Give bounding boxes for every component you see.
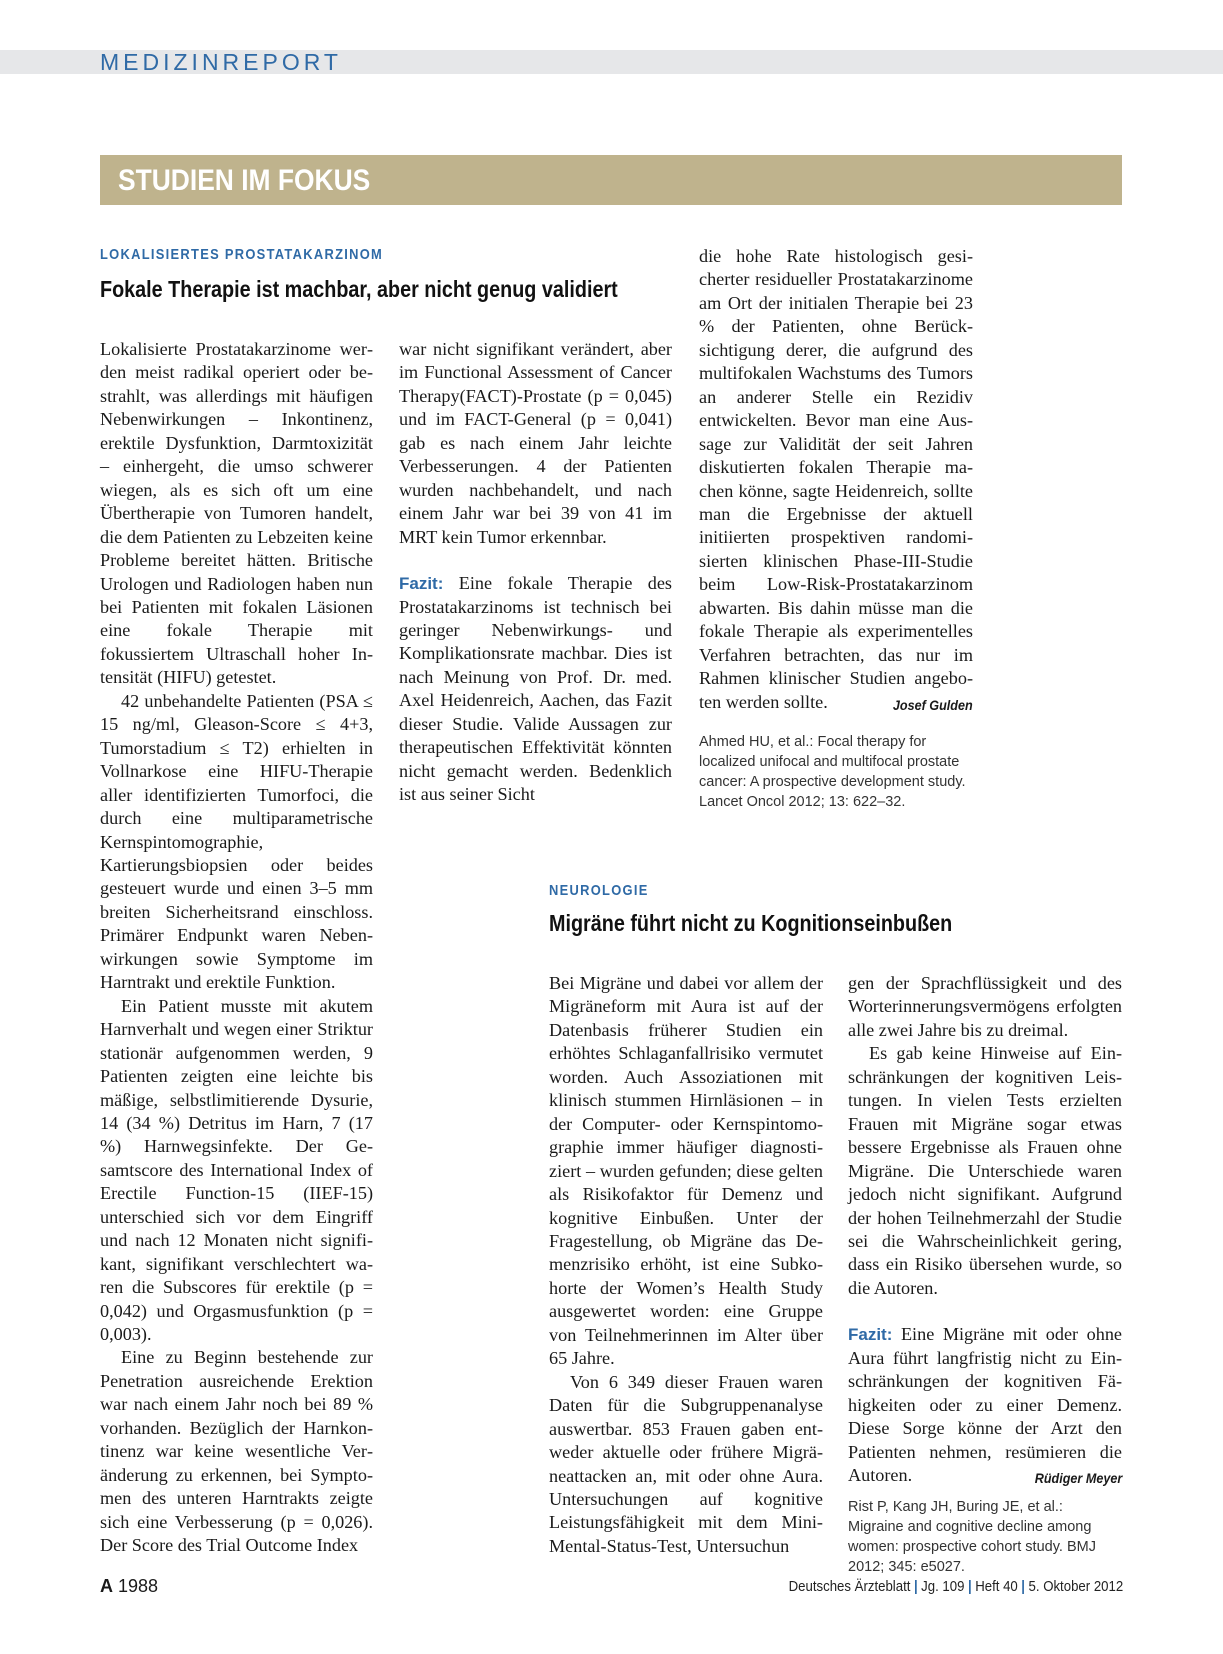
page-number bbox=[100, 1575, 158, 1597]
paragraph-text: die hohe Rate histologisch gesicherter residueller Prostatakarzinome am Ort der initialen Therapie bei 23 % der Patienten, ohne Berücksichtigung derer, die aufgrund des multifokalen Wachstums des Tumors an anderer Stelle ein Rezidiv entwickelten. Bevor man eine Aussage zur Validität der seit Jahren diskutierten fokalen Therapie machen könne, sagte Heidenreich, sollte man die Ergebnisse der aktuell initiierten prospektiven randomisierten klinischen Phase-III-Studie beim Low-Risk-Prostatakarzinom abwarten. Bis dahin müsse man die fokale Therapie als experimentelles Verfahren betrachten, das nur im Rahmen klinischer Studien angeboten werden sollte. bbox=[699, 246, 973, 712]
journal-volume: Jg. 109 bbox=[920, 1578, 965, 1595]
article1-column-1 bbox=[100, 338, 373, 1558]
fazit-text: Eine Migräne mit oder ohne Aura führt langfristig nicht zu Einschränkungen der kognitiven Fähigkeiten oder zu einer Demenz. Diese Sorge könne der Arzt den Patienten nehmen, resümieren die Autoren. bbox=[848, 1324, 1122, 1486]
article1-column-2 bbox=[399, 338, 672, 807]
paragraph: Von 6 349 dieser Frauen waren Daten für die Subgruppenanalyse auswertbar. 853 Frauen gaben entweder aktuelle oder frühere Migräneattacken an, mit oder ohne Aura. Untersuchungen auf kognitive Leistungsfähigkeit mit dem Mini-Mental-Status-Test, Untersuchun bbox=[549, 1371, 823, 1556]
paragraph: Eine zu Beginn bestehende zur Penetration ausreichende Erektion war nach einem Jahr noch bei 89 % vorhanden. Bezüglich der Harnkontinenz war keine wesentliche Veränderung zu erkennen, bei Symptomen des unteren Harntrakts zeigte sich eine Verbesserung (p = 0,026). Der Score des Trial Outcome Index bbox=[100, 1347, 373, 1556]
separator: | bbox=[967, 1578, 972, 1595]
separator: | bbox=[1021, 1578, 1025, 1595]
fazit-paragraph bbox=[399, 572, 672, 807]
article2-headline: Migräne führt nicht zu Kognitionseinbußen bbox=[549, 910, 953, 936]
page-number-value: 1988 bbox=[118, 1576, 159, 1596]
fazit-paragraph bbox=[848, 1323, 1122, 1487]
paragraph: Bei Migräne und dabei vor allem der Migräneform mit Aura ist auf der Datenbasis früherer Studien ein erhöhtes Schlaganfallrisiko vermutet worden. Auch Assoziationen mit klinisch stummen Hirnläsionen – in der Computer- oder Kernspintomographie immer häufiger diagnostiziert – wurden gefunden; diese gelten als Risikofaktor für Demenz und kognitive Einbußen. Unter der Fragestellung, ob Migräne das Demenzrisiko erhöht, ist eine Subkohorte der Women’s Health Study ausgewertet worden: eine Gruppe von Teilnehmerinnen im Alter über 65 Jahre. bbox=[549, 973, 823, 1369]
banner-title: STUDIEN IM FOKUS bbox=[118, 164, 371, 197]
article2-column-2 bbox=[848, 972, 1122, 1491]
fazit-label: Fazit: bbox=[399, 574, 444, 594]
journal-name: Deutsches Ärzteblatt bbox=[788, 1578, 911, 1595]
paragraph: 42 unbehandelte Patienten (PSA ≤ 15 ng/ml, Gleason-Score ≤ 4+3, Tumorstadium ≤ T2) erhielten in Vollnarkose eine HIFU-Therapie aller identifizierten Tumorfoci, die durch eine multiparametrische Kernspintomographie, Kartierungsbiopsien oder beides gesteuert wurde und einen 3–5 mm breiten Sicherheitsrand einschloss. Primärer Endpunkt waren Nebenwirkungen sowie Symptome im Harntrakt und erektile Funktion. bbox=[100, 690, 373, 993]
author-byline: Josef Gulden bbox=[893, 696, 973, 713]
fazit-label: Fazit: bbox=[848, 1325, 893, 1345]
article1-kicker: LOKALISIERTES PROSTATAKARZINOM bbox=[100, 246, 384, 263]
fazit-text: Eine fokale Therapie des Prostatakarzinoms ist technisch bei geringer Nebenwirkungs- und Komplikationsrate machbar. Dies ist nach Meinung von Prof. Dr. med. Axel Heidenreich, Aachen, das Fazit dieser Studie. Valide Aussagen zur therapeutischen Effektivität könnten nicht gemacht werden. Bedenklich ist aus seiner Sicht bbox=[399, 573, 673, 805]
paragraph: war nicht signifikant verändert, aber im Functional Assessment of Cancer Therapy(FACT)-Prostate (p = 0,045) und im FACT-General (p = 0,041) gab es nach einem Jahr leichte Verbesserungen. 4 der Patienten wurden nachbehandelt, und nach einem Jahr war bei 39 von 41 im MRT kein Tumor erkennbar. bbox=[399, 339, 672, 547]
article1-column-3 bbox=[699, 245, 973, 717]
page-prefix: A bbox=[100, 1576, 113, 1596]
separator: | bbox=[913, 1578, 918, 1595]
paragraph: gen der Sprachflüssigkeit und des Worterinnerungsvermögens erfolgten alle zwei Jahre bis zu dreimal. bbox=[848, 973, 1122, 1040]
article1-reference: Ahmed HU, et al.: Focal therapy for localized unifocal and multifocal prostate cancer: A prospective development study. Lancet Oncol 2012; 13: 622–32. bbox=[699, 734, 966, 810]
author-byline: Rüdiger Meyer bbox=[1034, 1470, 1122, 1487]
footer-journal-info bbox=[788, 1577, 1123, 1597]
journal-issue: Heft 40 bbox=[975, 1578, 1018, 1595]
article2-kicker: NEUROLOGIE bbox=[549, 882, 649, 899]
section-label: MEDIZINREPORT bbox=[100, 49, 342, 75]
paragraph bbox=[699, 245, 973, 714]
article2-reference: Rist P, Kang JH, Buring JE, et al.: Migraine and cognitive decline among women: prospective cohort study. BMJ 2012; 345: e5027. bbox=[848, 1499, 1096, 1575]
article1-headline: Fokale Therapie ist machbar, aber nicht genug validiert bbox=[100, 276, 618, 302]
article2-column-1 bbox=[549, 972, 823, 1558]
section-banner bbox=[100, 155, 1122, 205]
journal-date: 5. Oktober 2012 bbox=[1028, 1578, 1123, 1595]
paragraph: Ein Patient musste mit akutem Harnverhalt und wegen einer Striktur stationär aufgenommen werden, 9 Patienten zeigten eine leichte bis mäßige, selbstlimitierende Dysurie, 14 (34 %) Detritus im Harn, 7 (17 %) Harnwegsinfekte. Der Gesamtscore des International Index of Erectile Function-15 (IIEF-15) unterschied sich vor dem Eingriff und nach 12 Monaten nicht signifikant, signifikant verschlechtert waren die Subscores für erektile (p = 0,042) und Orgasmusfunktion (p = 0,003). bbox=[100, 995, 373, 1345]
paragraph: Es gab keine Hinweise auf Einschränkungen der kognitiven Leistungen. In vielen Tests erzielten Frauen mit Migräne sogar etwas bessere Ergebnisse als Frauen ohne Migräne. Die Unterschiede waren jedoch nicht signifikant. Aufgrund der hohen Teilnehmerzahl der Studie sei die Wahrscheinlichkeit gering, dass ein Risiko übersehen wurde, so die Autoren. bbox=[848, 1043, 1122, 1298]
paragraph: Lokalisierte Prostatakarzinome werden meist radikal operiert oder bestrahlt, was allerdings mit häufigen Nebenwirkungen – Inkontinenz, erektile Dysfunktion, Darmtoxizität – einhergeht, die umso schwerer wiegen, als es sich oft um eine Übertherapie von Tumoren handelt, die dem Patienten zu Lebzeiten keine Probleme bereitet hätten. Britische Urologen und Radiologen haben nun bei Patienten mit fokalen Läsionen eine fokale Therapie mit fokussiertem Ultraschall hoher Intensität (HIFU) getestet. bbox=[100, 339, 373, 688]
